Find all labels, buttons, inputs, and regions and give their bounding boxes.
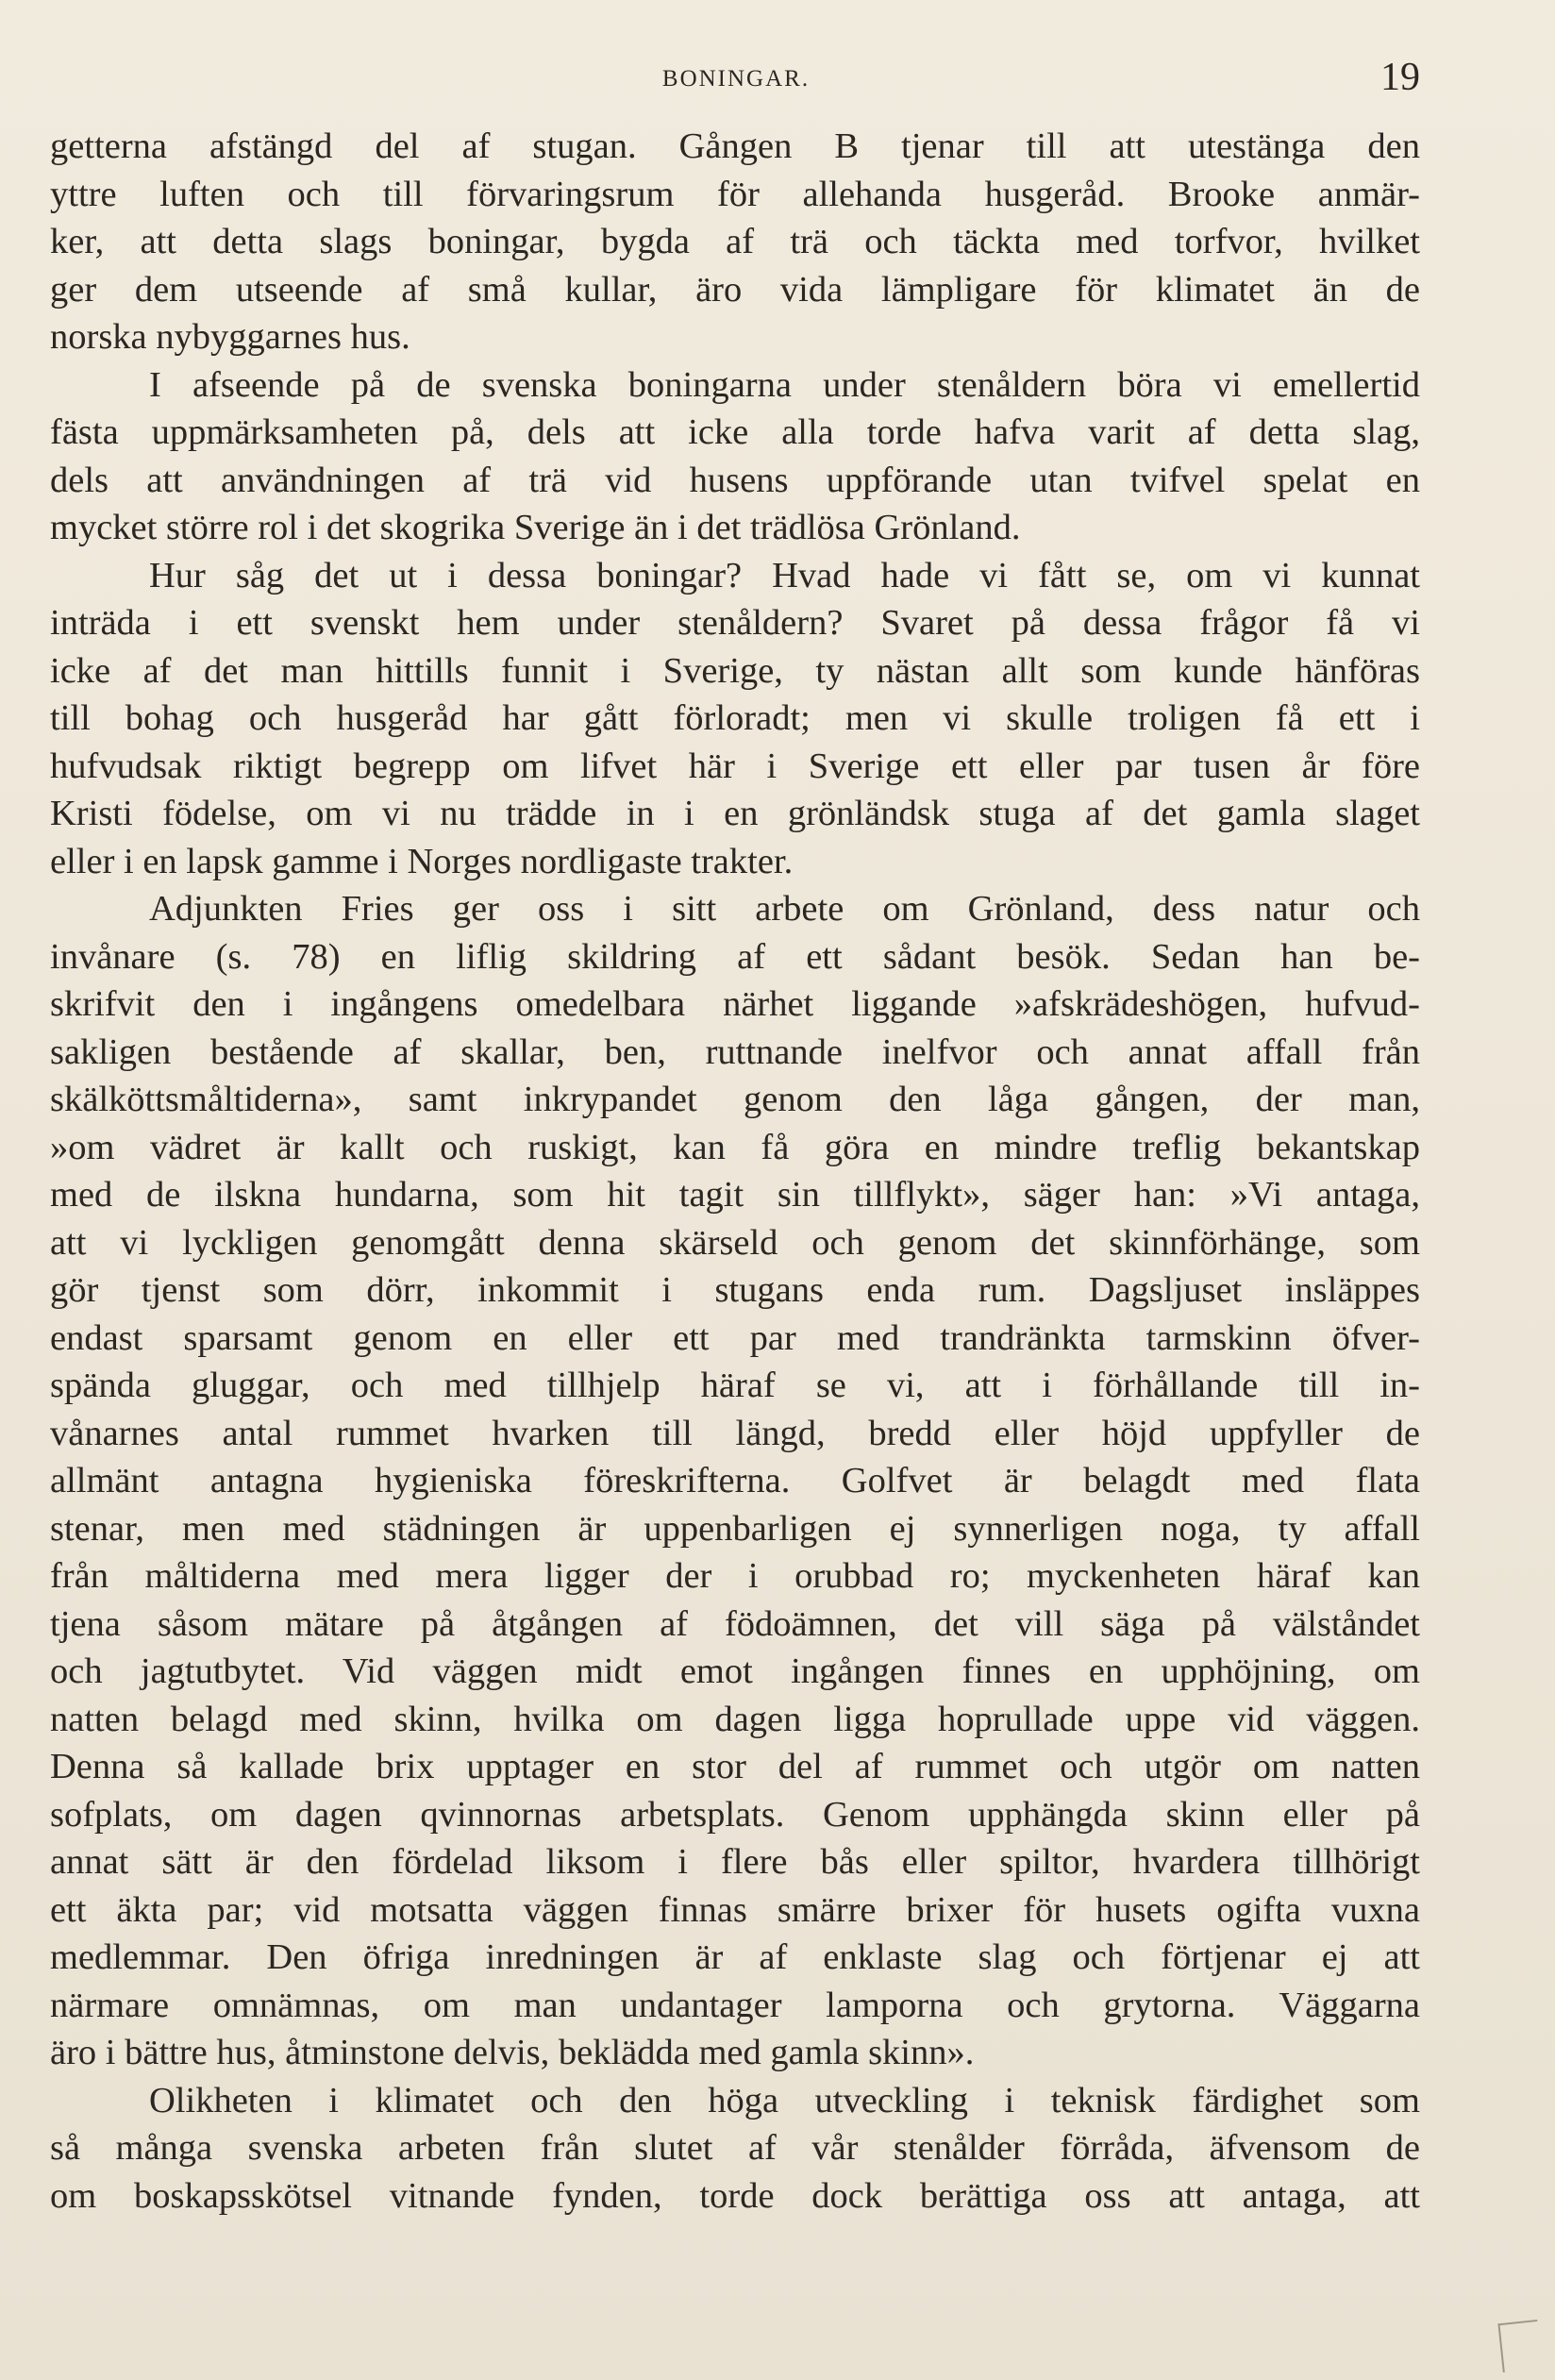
text-line: stenar, men med städningen är uppenbarligen ej synnerligen noga, ty affall xyxy=(50,1508,1420,1549)
text-line: natten belagd med skinn, hvilka om dagen ligga hoprullade uppe vid väggen. xyxy=(50,1699,1420,1739)
text-line: ker, att detta slags boningar, bygda af trä och täckta med torfvor, hvilket xyxy=(50,222,1420,261)
text-line: vånarnes antal rummet hvarken till längd, bredd eller höjd uppfyller de xyxy=(50,1413,1420,1453)
body-text xyxy=(50,123,1420,2220)
text-line: invånare (s. 78) en liflig skildring af ett sådant besök. Sedan han be- xyxy=(50,936,1420,977)
text-line: icke af det man hittills funnit i Sverige, ty nästan allt som kunde hänföras xyxy=(50,650,1420,691)
corner-mark xyxy=(1497,2320,1542,2372)
text-line: Kristi födelse, om vi nu trädde in i en grönländsk stuga af det gamla slaget xyxy=(50,794,1420,833)
text-line: hufvudsak riktigt begrepp om lifvet här i Sverige ett eller par tusen år före xyxy=(50,746,1420,786)
text-line: eller i en lapsk gamme i Norges nordligaste trakter. xyxy=(50,841,794,881)
text-line: så många svenska arbeten från slutet af vår stenålder förråda, äfvensom de xyxy=(50,2128,1420,2168)
text-line: yttre luften och till förvaringsrum för allehanda husgeråd. Brooke anmär- xyxy=(50,174,1420,214)
page-number: 19 xyxy=(1380,56,1420,99)
text-line: närmare omnämnas, om man undantager lamporna och grytorna. Väggarna xyxy=(50,1985,1420,2025)
text-line: annat sätt är den fördelad liksom i flere bås eller spiltor, hvardera tillhörigt xyxy=(50,1842,1420,1882)
text-line: ett äkta par; vid motsatta väggen finnas smärre brixer för husets ogifta vuxna xyxy=(50,1889,1420,1930)
text-line: medlemmar. Den öfriga inredningen är af enklaste slag och förtjenar ej att xyxy=(50,1937,1420,1977)
text-line: allmänt antagna hygieniska föreskrifterna. Golfvet är belagdt med flata xyxy=(50,1461,1420,1500)
text-line: Hur såg det ut i dessa boningar? Hvad hade vi fått se, om vi kunnat xyxy=(149,555,1420,595)
text-line: dels att användningen af trä vid husens uppförande utan tvifvel spelat en xyxy=(50,460,1420,500)
text-line: norska nybyggarnes hus. xyxy=(50,317,410,357)
text-line: spända gluggar, och med tillhjelp häraf se vi, att i förhållande till in- xyxy=(50,1366,1420,1405)
text-line: sakligen bestående af skallar, ben, ruttnande inelfvor och annat affall från xyxy=(50,1031,1420,1072)
text-line: Olikheten i klimatet och den höga utveckling i teknisk färdighet som xyxy=(149,2080,1420,2120)
text-line: fästa uppmärksamheten på, dels att icke alla torde hafva varit af detta slag, xyxy=(50,412,1420,452)
text-line: endast sparsamt genom en eller ett par med trandränkta tarmskinn öfver- xyxy=(50,1317,1420,1358)
text-line: sofplats, om dagen qvinnornas arbetsplats. Genom upphängda skinn eller på xyxy=(50,1794,1420,1835)
text-line: I afseende på de svenska boningarna under stenåldern böra vi emellertid xyxy=(149,364,1420,405)
text-line: om boskapsskötsel vitnande fynden, torde dock berättiga oss att antaga, att xyxy=(50,2175,1420,2216)
running-head xyxy=(52,55,1420,102)
text-line: ger dem utseende af små kullar, äro vida lämpligare för klimatet än de xyxy=(50,269,1420,310)
text-line: och jagtutbytet. Vid väggen midt emot ingången finnes en upphöjning, om xyxy=(50,1651,1420,1691)
text-line: med de ilskna hundarna, som hit tagit sin tillflykt», säger han: »Vi antaga, xyxy=(50,1175,1420,1215)
text-line: inträda i ett svenskt hem under stenåldern? Svaret på dessa frågor få vi xyxy=(50,603,1420,643)
text-line: Denna så kallade brix upptager en stor del af rummet och utgör om natten xyxy=(50,1747,1420,1786)
running-title: BONINGAR. xyxy=(661,66,811,92)
text-line: mycket större rol i det skogrika Sverige än i det trädlösa Grönland. xyxy=(50,508,1021,547)
text-line: gör tjenst som dörr, inkommit i stugans enda rum. Dagsljuset insläppes xyxy=(50,1270,1420,1310)
text-line: »om vädret är kallt och ruskigt, kan få göra en mindre treflig bekantskap xyxy=(50,1127,1420,1167)
text-line: getterna afstängd del af stugan. Gången B tjenar till att utestänga den xyxy=(50,126,1420,166)
text-line: äro i bättre hus, åtminstone delvis, beklädda med gamla skinn». xyxy=(50,2033,975,2072)
text-line: skrifvit den i ingångens omedelbara närhet liggande »afskrädeshögen, hufvud- xyxy=(50,984,1420,1024)
text-line: till bohag och husgeråd har gått förloradt; men vi skulle troligen få ett i xyxy=(50,698,1420,738)
text-line: skälköttsmåltiderna», samt inkrypandet genom den låga gången, der man, xyxy=(50,1080,1420,1119)
text-line: att vi lyckligen genomgått denna skärseld och genom det skinnförhänge, som xyxy=(50,1222,1420,1263)
text-line: tjena såsom mätare på åtgången af födoämnen, det vill säga på välståndet xyxy=(50,1603,1420,1644)
text-line: från måltiderna med mera ligger der i orubbad ro; myckenheten häraf kan xyxy=(50,1556,1420,1596)
text-line: Adjunkten Fries ger oss i sitt arbete om Grönland, dess natur och xyxy=(149,889,1420,929)
